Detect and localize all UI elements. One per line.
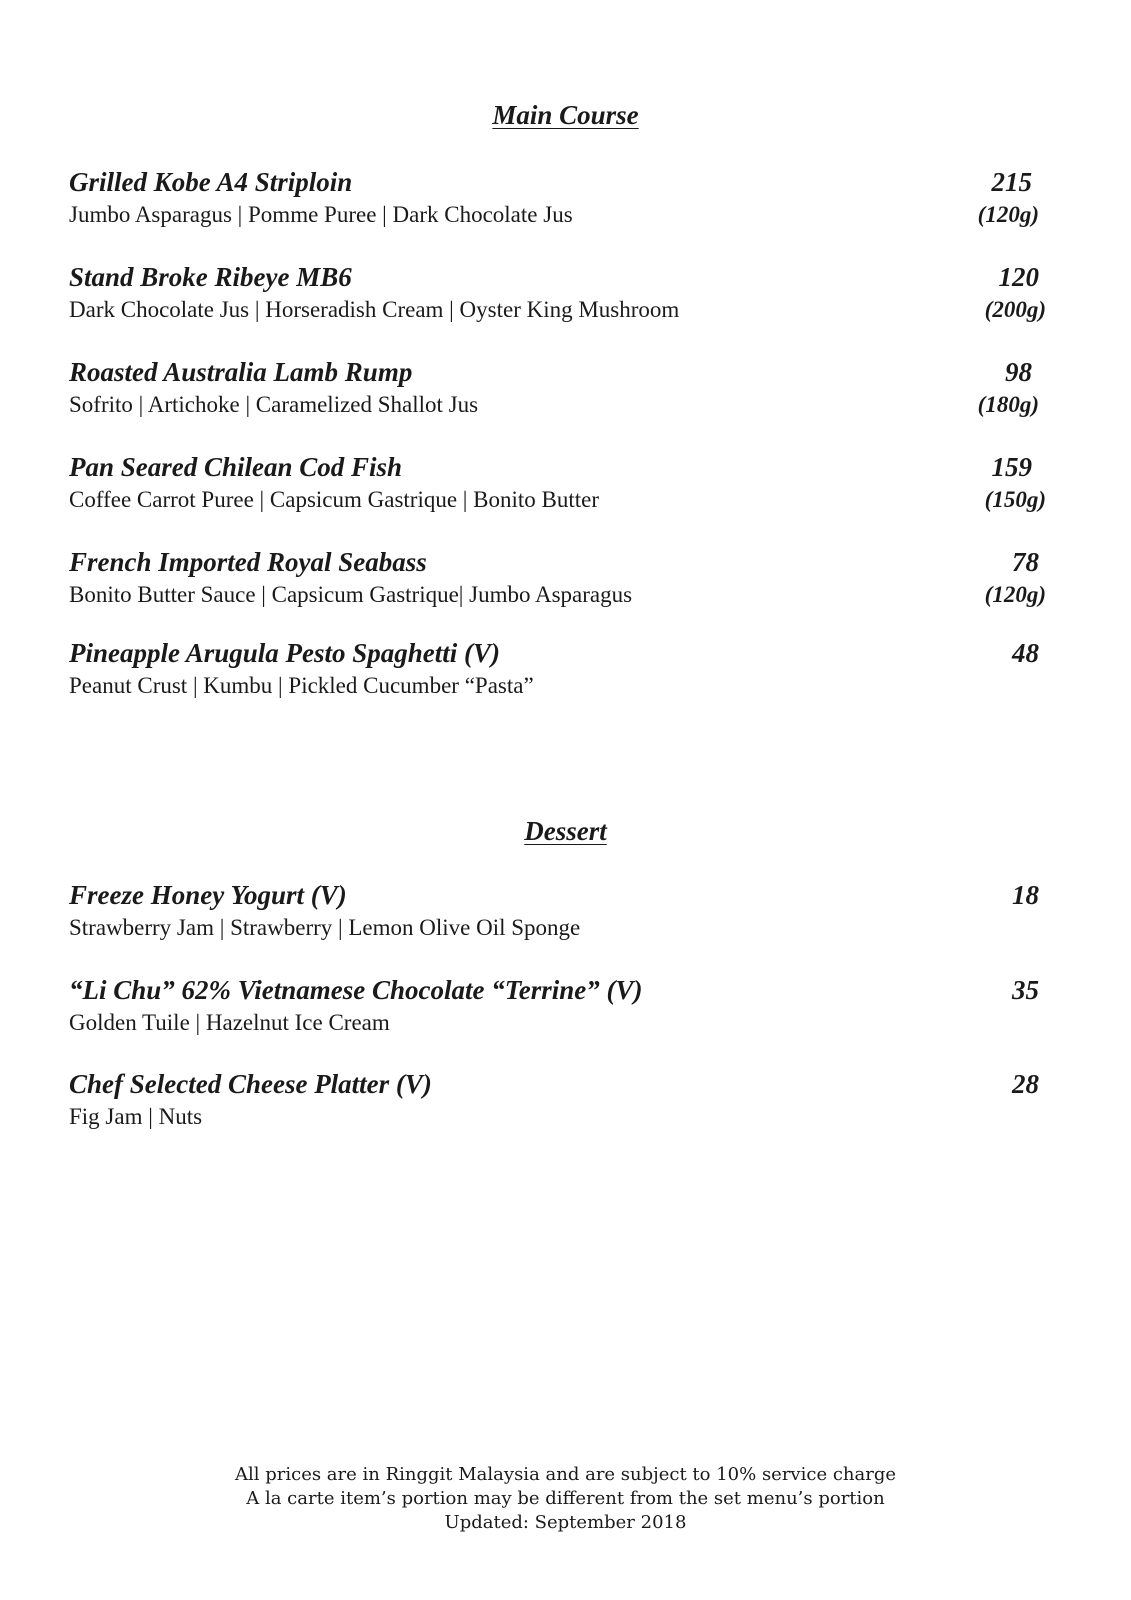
item-description: Peanut Crust | Kumbu | Pickled Cucumber “Pasta” [69, 673, 534, 698]
item-description: Fig Jam | Nuts [69, 1104, 203, 1129]
item-portion: (120g) [984, 582, 1046, 607]
main-course-title: Main Course [492, 100, 639, 130]
item-price: 215 [991, 167, 1032, 197]
item-name: Chef Selected Cheese Platter (V) [69, 1069, 432, 1099]
menu-item [69, 356, 1069, 421]
item-price: 98 [1005, 357, 1032, 387]
menu-item [69, 974, 1069, 1039]
item-description: Strawberry Jam | Strawberry | Lemon Olive Oil Sponge [69, 915, 581, 940]
item-description: Jumbo Asparagus | Pomme Puree | Dark Chocolate Jus [69, 202, 573, 227]
item-name: Pineapple Arugula Pesto Spaghetti (V) [69, 638, 501, 668]
menu-item [69, 451, 1069, 516]
menu-item [69, 261, 1069, 326]
item-portion: (200g) [984, 297, 1046, 322]
item-name: “Li Chu” 62% Vietnamese Chocolate “Terrine” (V) [69, 975, 643, 1005]
item-price: 28 [1012, 1069, 1039, 1099]
menu-item [69, 637, 1069, 702]
item-description: Bonito Butter Sauce | Capsicum Gastrique| Jumbo Asparagus [69, 582, 633, 607]
item-name: Pan Seared Chilean Cod Fish [69, 452, 403, 482]
footer-portion-note: A la carte item’s portion may be different from the set menu’s portion [246, 1488, 885, 1509]
item-description: Sofrito | Artichoke | Caramelized Shallot Jus [69, 392, 479, 417]
item-portion: (150g) [984, 487, 1046, 512]
footer-notes [0, 1463, 1131, 1535]
item-name: French Imported Royal Seabass [69, 547, 427, 577]
item-name: Roasted Australia Lamb Rump [69, 357, 413, 387]
footer-updated-date: Updated: September 2018 [444, 1512, 687, 1533]
item-portion: (180g) [977, 392, 1039, 417]
item-portion: (120g) [977, 202, 1039, 227]
item-name: Grilled Kobe A4 Striploin [69, 167, 353, 197]
item-description: Golden Tuile | Hazelnut Ice Cream [69, 1010, 390, 1035]
item-name: Stand Broke Ribeye MB6 [69, 262, 352, 292]
item-price: 120 [998, 262, 1039, 292]
menu-item [69, 1068, 1069, 1133]
item-name: Freeze Honey Yogurt (V) [69, 880, 347, 910]
dessert-title: Dessert [524, 816, 607, 846]
footer-service-charge-note: All prices are in Ringgit Malaysia and are subject to 10% service charge [235, 1464, 896, 1485]
item-price: 78 [1012, 547, 1039, 577]
item-price: 48 [1012, 638, 1039, 668]
menu-item [69, 166, 1069, 231]
menu-item [69, 546, 1069, 611]
item-price: 35 [1012, 975, 1039, 1005]
item-description: Coffee Carrot Puree | Capsicum Gastrique | Bonito Butter [69, 487, 600, 512]
menu-item [69, 879, 1069, 944]
item-price: 18 [1012, 880, 1039, 910]
item-price: 159 [991, 452, 1032, 482]
item-description: Dark Chocolate Jus | Horseradish Cream | Oyster King Mushroom [69, 297, 680, 322]
